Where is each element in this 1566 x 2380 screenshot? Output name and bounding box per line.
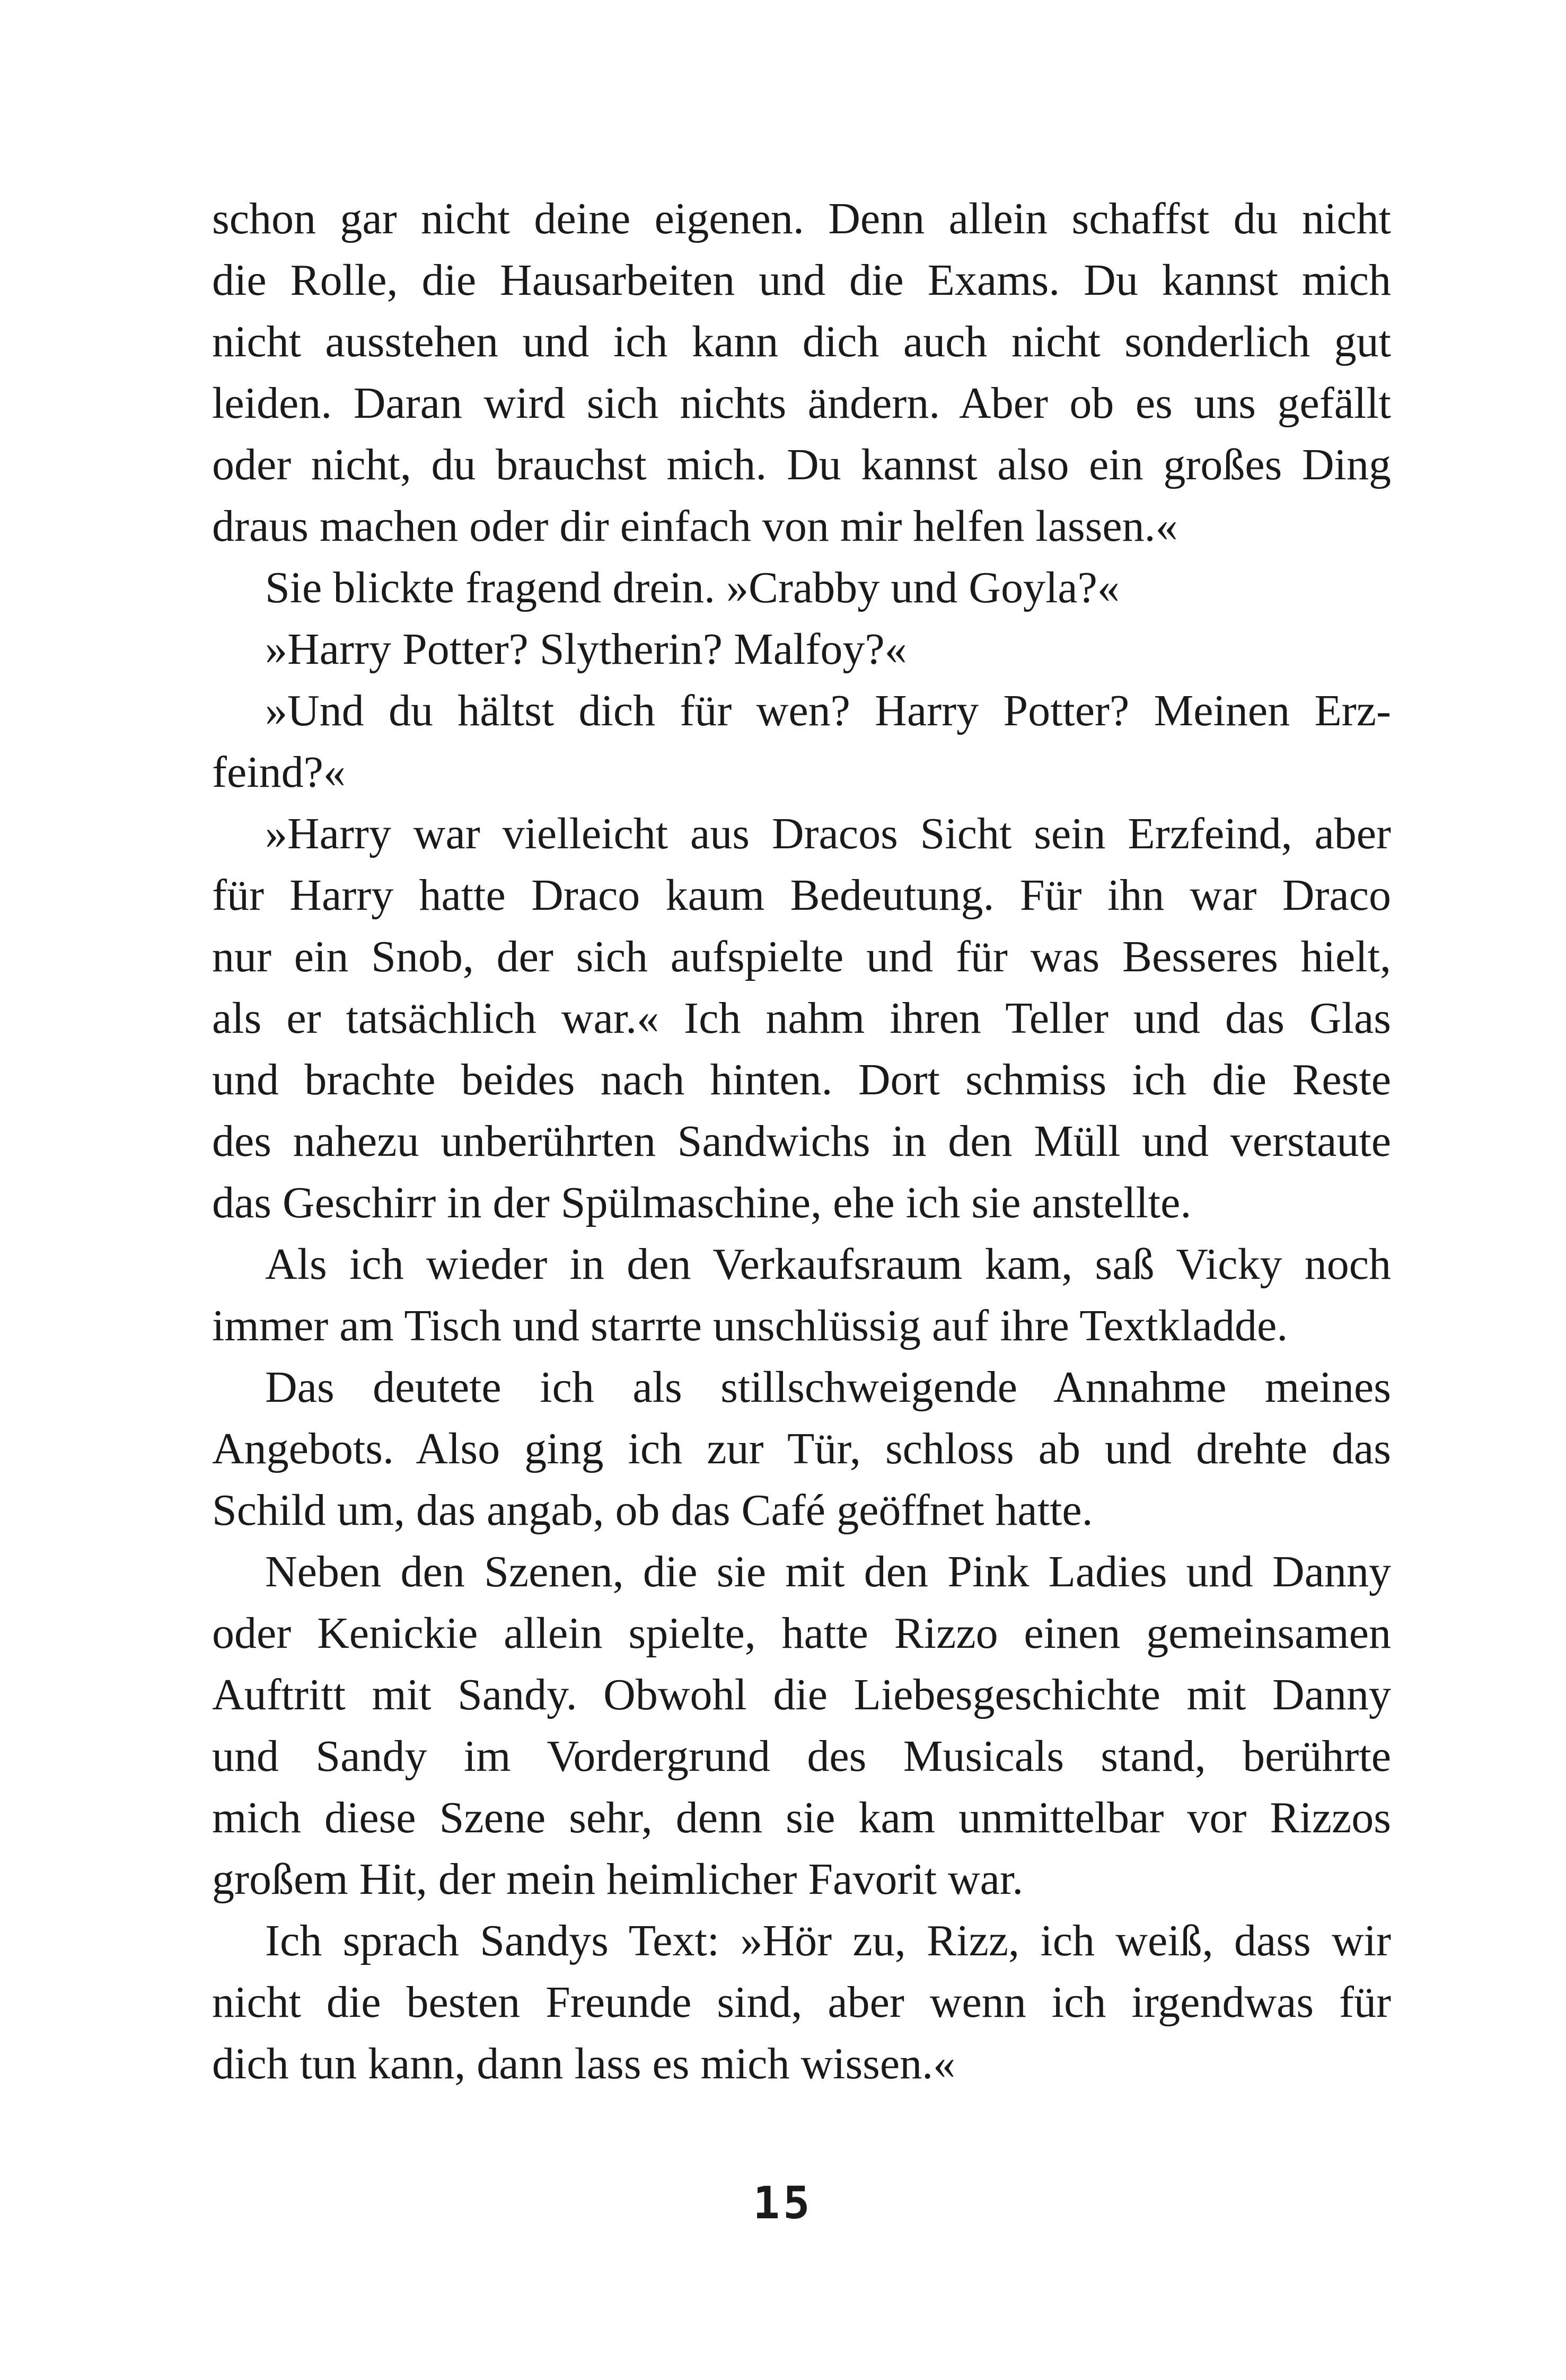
text-line: des nahezu unberührten Sandwichs in den Müll und verstaute [212,1117,1391,1166]
text-line: Das deutete ich als stillschweigende Annahme meines [265,1363,1391,1412]
text-line: Ich sprach Sandys Text: »Hör zu, Rizz, ich weiß, dass wir [265,1916,1391,1965]
text-line: »Harry Potter? Slytherin? Malfoy?« [265,625,907,674]
text-line: draus machen oder dir einfach von mir helfen lassen.« [212,502,1178,551]
text-line: nicht ausstehen und ich kann dich auch nicht sonderlich gut [212,317,1391,366]
text-line: Auftritt mit Sandy. Obwohl die Liebesgeschichte mit Danny [212,1670,1391,1719]
text-line: und Sandy im Vordergrund des Musicals stand, berührte [212,1732,1391,1781]
text-line: oder nicht, du brauchst mich. Du kannst also ein großes Ding [212,440,1391,489]
text-line: feind?« [212,748,346,797]
page-number: 15 [753,2177,813,2229]
text-line: das Geschirr in der Spülmaschine, ehe ich sie anstellte. [212,1178,1192,1227]
text-line: oder Kenickie allein spielte, hatte Rizzo einen gemeinsamen [212,1609,1391,1658]
text-line: nur ein Snob, der sich aufspielte und für was Besseres hielt, [212,932,1391,981]
text-line: großem Hit, der mein heimlicher Favorit war. [212,1855,1024,1904]
text-line: als er tatsächlich war.« Ich nahm ihren Teller und das Glas [212,994,1391,1043]
text-line: »Harry war vielleicht aus Dracos Sicht sein Erzfeind, aber [265,809,1391,858]
text-line: Als ich wieder in den Verkaufsraum kam, saß Vicky noch [265,1240,1391,1289]
text-line: leiden. Daran wird sich nichts ändern. Aber ob es uns gefällt [212,379,1391,428]
text-line: immer am Tisch und starrte unschlüssig auf ihre Textkladde. [212,1301,1288,1350]
text-line: und brachte beides nach hinten. Dort schmiss ich die Reste [212,1055,1391,1104]
text-line: »Und du hältst dich für wen? Harry Potter? Meinen Erz- [265,686,1391,735]
text-line: nicht die besten Freunde sind, aber wenn ich irgendwas für [212,1978,1391,2027]
text-line: für Harry hatte Draco kaum Bedeutung. Für ihn war Draco [212,871,1391,920]
text-line: Sie blickte fragend drein. »Crabby und Goyla?« [265,563,1120,612]
text-line: Schild um, das angab, ob das Café geöffnet hatte. [212,1486,1093,1535]
text-line: schon gar nicht deine eigenen. Denn allein schaffst du nicht [212,194,1391,243]
text-line: dich tun kann, dann lass es mich wissen.« [212,2039,956,2088]
text-line: die Rolle, die Hausarbeiten und die Exams. Du kannst mich [212,256,1391,305]
body-text [212,188,1391,2095]
text-line: Neben den Szenen, die sie mit den Pink Ladies und Danny [265,1547,1391,1596]
text-line: mich diese Szene sehr, denn sie kam unmittelbar vor Rizzos [212,1793,1391,1842]
text-line: Angebots. Also ging ich zur Tür, schloss ab und drehte das [212,1424,1391,1473]
